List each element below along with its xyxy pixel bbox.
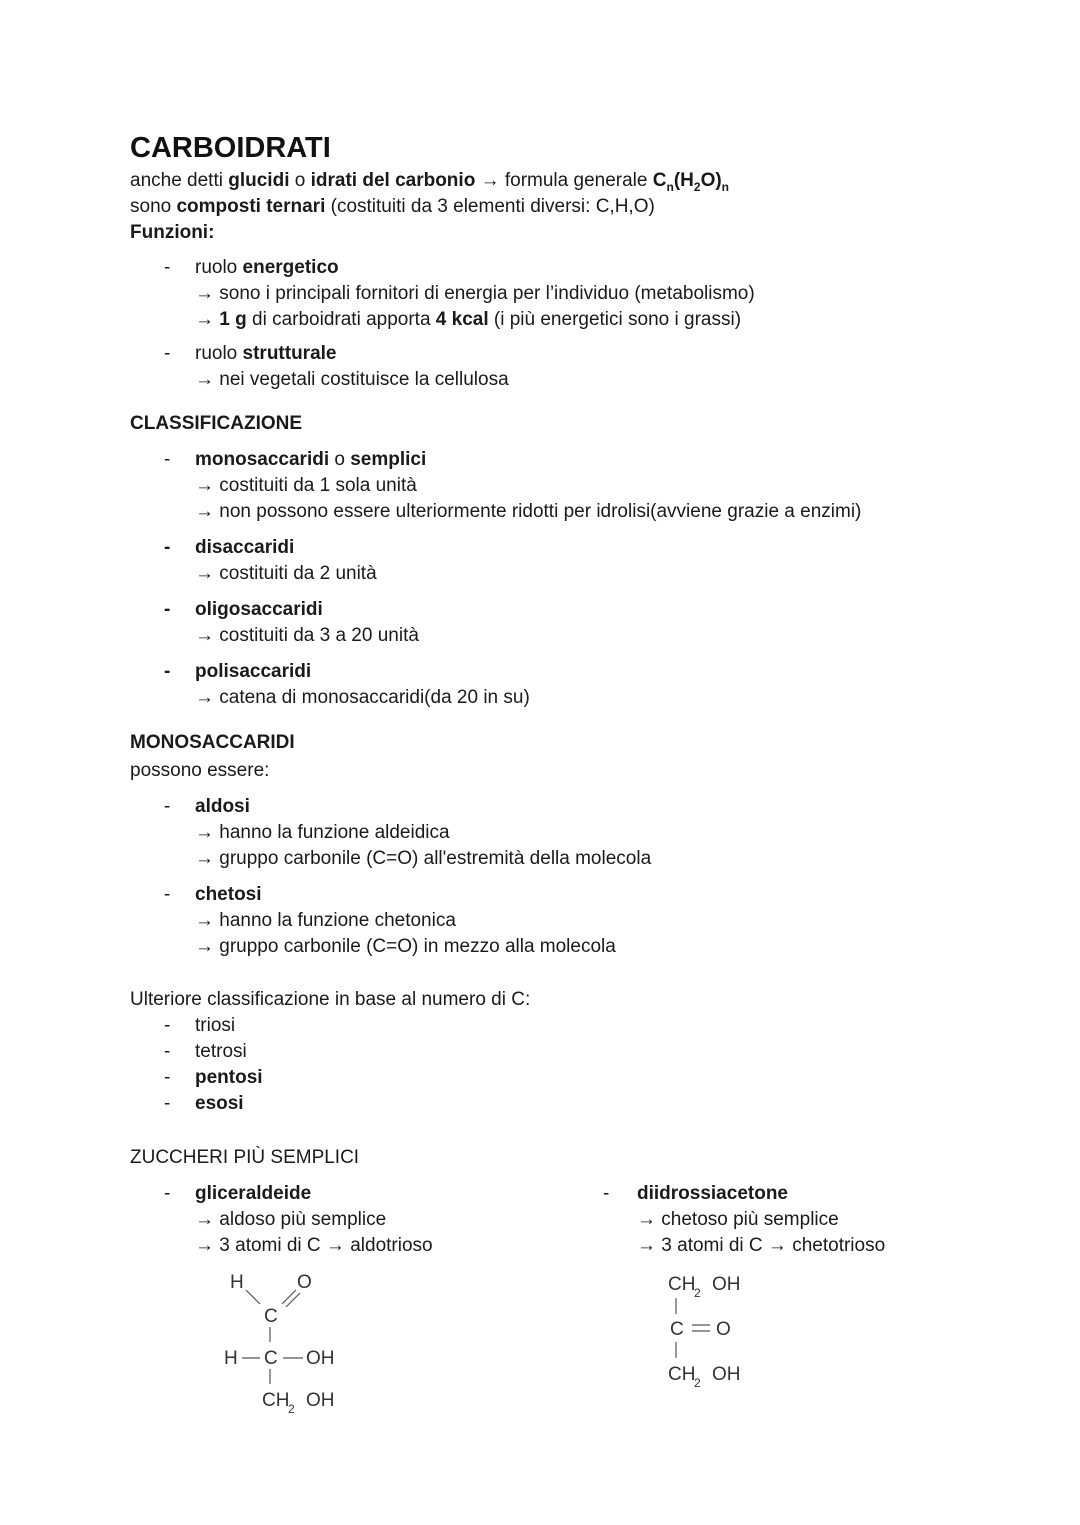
sugar-detail: → 3 atomi di C → aldotrioso (195, 1235, 433, 1256)
mono-item-aldoses: aldosi (195, 796, 250, 817)
bullet-dash: - (164, 1183, 171, 1204)
group-ch: CH (668, 1274, 696, 1295)
glyceraldehyde-structure (210, 1262, 370, 1422)
class-item-disaccharides: disaccaridi (195, 537, 295, 558)
bullet-dash: - (164, 449, 171, 470)
group-oh: OH (712, 1364, 741, 1385)
group-oh: OH (712, 1274, 741, 1295)
intro-line-1 (130, 168, 729, 195)
functions-label: Funzioni: (130, 222, 215, 243)
group-ch: CH (668, 1364, 696, 1385)
section-heading-simple-sugars: ZUCCHERI PIÙ SEMPLICI (130, 1147, 360, 1168)
sugar-detail: → 3 atomi di C → chetotrioso (637, 1235, 886, 1256)
sugar-detail: → aldoso più semplice (195, 1209, 387, 1230)
class-detail: → costituiti da 3 a 20 unità (195, 625, 419, 646)
text-bold: glucidi (228, 170, 290, 191)
group-ch: CH (262, 1390, 290, 1411)
bullet-dash: - (164, 537, 171, 558)
atom-c: C (264, 1306, 278, 1327)
mono-detail: → hanno la funzione aldeidica (195, 822, 450, 843)
function-detail: → 1 g di carboidrati apporta 4 kcal (i più energetici sono i grassi) (195, 309, 742, 330)
text: → formula generale (475, 170, 653, 191)
dihydroxyacetone-structure (660, 1262, 780, 1392)
bullet-dash: - (603, 1183, 610, 1204)
carbon-item: tetrosi (195, 1041, 247, 1062)
bullet-dash: - (164, 599, 171, 620)
class-detail: → costituiti da 2 unità (195, 563, 377, 584)
mono-detail: → hanno la funzione chetonica (195, 910, 456, 931)
bullet-dash: - (164, 1015, 171, 1036)
bullet-dash: - (164, 884, 171, 905)
class-detail: → catena di monosaccaridi(da 20 in su) (195, 687, 530, 708)
class-detail: → costituiti da 1 sola unità (195, 475, 417, 496)
class-detail: → non possono essere ulteriormente ridotti per idrolisi(avviene grazie a enzimi) (195, 501, 862, 522)
bullet-dash: - (164, 796, 171, 817)
function-detail: → nei vegetali costituisce la cellulosa (195, 369, 509, 390)
atom-h: H (224, 1348, 238, 1369)
carbon-item: triosi (195, 1015, 236, 1036)
bullet-dash: - (164, 257, 171, 278)
subscript: 2 (288, 1402, 295, 1416)
page-title: CARBOIDRATI (130, 132, 331, 164)
carbon-item: esosi (195, 1093, 244, 1114)
class-item-oligosaccharides: oligosaccaridi (195, 599, 323, 620)
function-detail: → sono i principali fornitori di energia per l’individuo (metabolismo) (195, 283, 755, 304)
function-item-structural: ruolo strutturale (195, 343, 337, 364)
carbon-item: pentosi (195, 1067, 263, 1088)
atom-c: C (264, 1348, 278, 1369)
section-heading-monosaccharides: MONOSACCARIDI (130, 732, 295, 753)
class-item-polysaccharides: polisaccaridi (195, 661, 312, 682)
subscript: 2 (694, 1286, 701, 1300)
sugar-detail: → chetoso più semplice (637, 1209, 839, 1230)
atom-o: O (716, 1319, 731, 1340)
class-item-monosaccharides: monosaccaridi o semplici (195, 449, 427, 470)
atom-h: H (230, 1272, 244, 1293)
mono-detail: → gruppo carbonile (C=O) in mezzo alla molecola (195, 936, 616, 957)
atom-c: C (670, 1319, 684, 1340)
sugar-name-dihydroxyacetone: diidrossiacetone (637, 1183, 788, 1204)
text-bold: idrati del carbonio (310, 170, 476, 191)
bullet-dash: - (164, 661, 171, 682)
group-oh: OH (306, 1348, 335, 1369)
function-item-energetic: ruolo energetico (195, 257, 339, 278)
bonds (242, 1290, 303, 1384)
mono-item-ketoses: chetosi (195, 884, 262, 905)
section-heading-classification: CLASSIFICAZIONE (130, 413, 303, 434)
intro-line-2: sono composti ternari (costituiti da 3 elementi diversi: C,H,O) (130, 196, 655, 217)
text: anche detti (130, 170, 229, 191)
bullet-dash: - (164, 1067, 171, 1088)
atom-o: O (297, 1272, 312, 1293)
text: o (289, 170, 311, 191)
bullet-dash: - (164, 1041, 171, 1062)
monosaccharides-intro: possono essere: (130, 760, 270, 781)
mono-detail: → gruppo carbonile (C=O) all'estremità della molecola (195, 848, 652, 869)
carbon-classification-intro: Ulteriore classificazione in base al numero di C: (130, 989, 531, 1010)
bullet-dash: - (164, 343, 171, 364)
general-formula: $C_n(H_2O)_n$ (652, 170, 730, 194)
bullet-dash: - (164, 1093, 171, 1114)
subscript: 2 (694, 1376, 701, 1390)
sugar-name-glyceraldehyde: gliceraldeide (195, 1183, 312, 1204)
group-oh: OH (306, 1390, 335, 1411)
